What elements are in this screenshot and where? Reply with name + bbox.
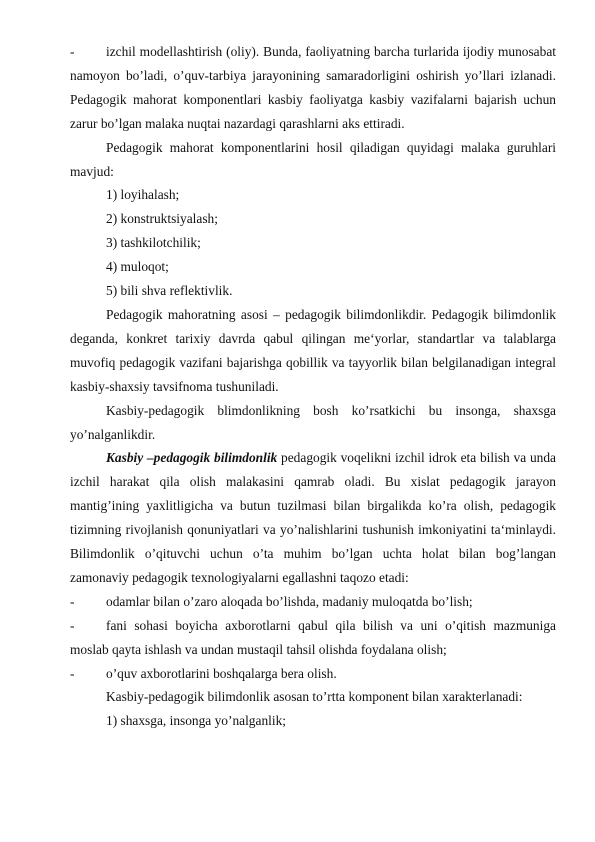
list-item-text: fani sohasi boyicha axborotlarni qabul qila bilish va uni o’qitish mazmuniga moslab qayta ishlash va undan mustaqil tahsil olishda foydalana olish; — [70, 617, 556, 657]
list-item: 3) tashkilotchilik; — [106, 235, 201, 251]
skills-list — [70, 183, 556, 303]
list-item: 5) bili shva reflektivlik. — [106, 283, 233, 299]
dash-mark: - — [70, 617, 75, 633]
dash-list — [70, 590, 556, 686]
list-item: 1) loyihalash; — [106, 187, 180, 203]
document-page — [70, 40, 556, 733]
list-item: 4) muloqot; — [106, 259, 169, 275]
dash-mark: - — [70, 44, 75, 59]
emphasized-term: Kasbiy –pedagogik bilimdonlik — [106, 450, 278, 466]
dash-list-item — [70, 590, 556, 614]
dash-mark: - — [70, 593, 75, 609]
paragraph-5 — [70, 446, 556, 589]
paragraph-text: pedagogik voqelikni izchil idrok eta bilish va unda izchil harakat qila olish malakasini qamrab oladi. Bu xislat pedagogik jarayon mantig’ining yaxlitligicha va butun tuzilmasi bilan birgalikda ko’ra olish, pedagogik tizimning rivojlanish qonuniyatlari va yo’nalishlarini tushunish imkoniyatini ta‘minlaydi. Bilimdonlik o’qituvchi uchun o’ta muhim bo’lgan uchta holat bilan bog’langan zamonaviy pedagogik texnologiyalarni egallashni taqozo etadi: — [70, 450, 556, 585]
dash-paragraph-1 — [70, 40, 556, 136]
list-item: 2) konstruktsiyalash; — [106, 211, 218, 227]
paragraph-6: Kasbiy-pedagogik bilimdonlik asosan to’rtta komponent bilan xarakterlanadi: — [106, 689, 523, 705]
paragraph-3: Pedagogik mahoratning asosi – pedagogik bilimdonlikdir. Pedagogik bilimdonlik deganda, konkret tarixiy davrda qabul qilingan me‘yorlar, standartlar va talablarga muvofiq pedagogik vazifani bajarishga qobillik va tayyorlik bilan belgilanadigan integral kasbiy-shaxsiy tavsifnoma tushuniladi. — [70, 306, 556, 394]
paragraph-4: Kasbiy-pedagogik blimdonlikning bosh ko’rsatkichi bu insonga, shaxsga yo’nalganlikdir. — [70, 402, 556, 442]
dash-mark: - — [70, 665, 75, 681]
list-item-text: odamlar bilan o’zaro aloqada bo’lishda, madaniy muloqatda bo’lish; — [106, 593, 473, 609]
paragraph-2: Pedagogik mahorat komponentlarini hosil qiladigan quyidagi malaka guruhlari mavjud: — [70, 139, 556, 179]
list-item: 1) shaxsga, insonga yo’nalganlik; — [106, 713, 286, 729]
paragraph-text: izchil modellashtirish (oliy). Bunda, faoliyatning barcha turlarida ijodiy munosabat namoyon bo’ladi, o’quv-tarbiya jarayonining samaradorligini oshirish yo’llari izlanadi. Pedagogik mahorat komponentlari kasbiy faoliyatga kasbiy vazifalarni bajarish uchun zarur bo’lgan malaka nuqtai nazardagi qarashlarni aks ettiradi. — [70, 44, 556, 131]
dash-list-item — [70, 614, 556, 662]
dash-list-item — [70, 662, 556, 686]
list-item-text: o’quv axborotlarini boshqalarga bera olish. — [106, 665, 337, 681]
